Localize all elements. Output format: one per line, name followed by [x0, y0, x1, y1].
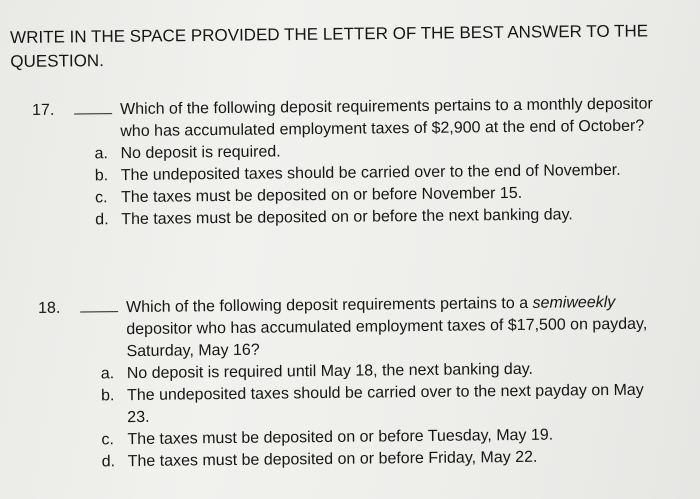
question-stem: Which of the following deposit requirements pertains to a monthly depositor who has accumulated employment taxes of $2,900 at the end of October? — [120, 95, 653, 141]
stem-emphasis: semiweekly — [532, 293, 616, 312]
choice-letter: a. — [100, 365, 115, 383]
choice-text: The undeposited taxes should be carried over to the next payday on May 23. — [126, 381, 644, 427]
choice-letter: d. — [95, 211, 109, 229]
question-18 — [38, 291, 680, 474]
answer-choices — [101, 357, 680, 473]
choice-d — [102, 445, 662, 473]
instruction-text: WRITE IN THE SPACE PROVIDED THE LETTER OF THE BEST ANSWER TO THE QUESTION. — [10, 21, 649, 71]
stem-suffix: depositor who has accumulated employment taxes of $17,500 on payday, Saturday, May 16? — [126, 315, 648, 361]
question-17 — [32, 93, 673, 232]
question-number: 17. — [32, 101, 55, 119]
choice-text: No deposit is required. — [120, 143, 281, 163]
choice-text: The taxes must be deposited on or before Friday, May 22. — [127, 448, 538, 471]
choice-letter: b. — [100, 387, 115, 405]
choice-b — [101, 379, 661, 429]
choice-d — [95, 203, 655, 231]
answer-blank[interactable] — [80, 311, 118, 312]
choice-text: No deposit is required until May 18, the next banking day. — [126, 360, 534, 383]
choice-letter: d. — [101, 453, 116, 471]
choice-text: The undeposited taxes should be carried over to the end of November. — [120, 161, 621, 185]
choice-text: The taxes must be deposited on or before Tuesday, May 19. — [127, 426, 554, 449]
answer-choices — [94, 137, 673, 231]
choice-letter: c. — [101, 431, 115, 449]
stem-prefix: Which of the following deposit requirements pertains to a — [126, 294, 529, 317]
question-stem — [126, 291, 677, 363]
answer-blank[interactable] — [74, 113, 112, 114]
choice-letter: b. — [94, 167, 109, 185]
question-number: 18. — [38, 299, 61, 317]
choice-letter: c. — [94, 189, 108, 207]
choice-text: The taxes must be deposited on or before November 15. — [120, 184, 523, 207]
choice-letter: a. — [94, 145, 108, 163]
choice-text: The taxes must be deposited on or before the next banking day. — [121, 206, 573, 229]
